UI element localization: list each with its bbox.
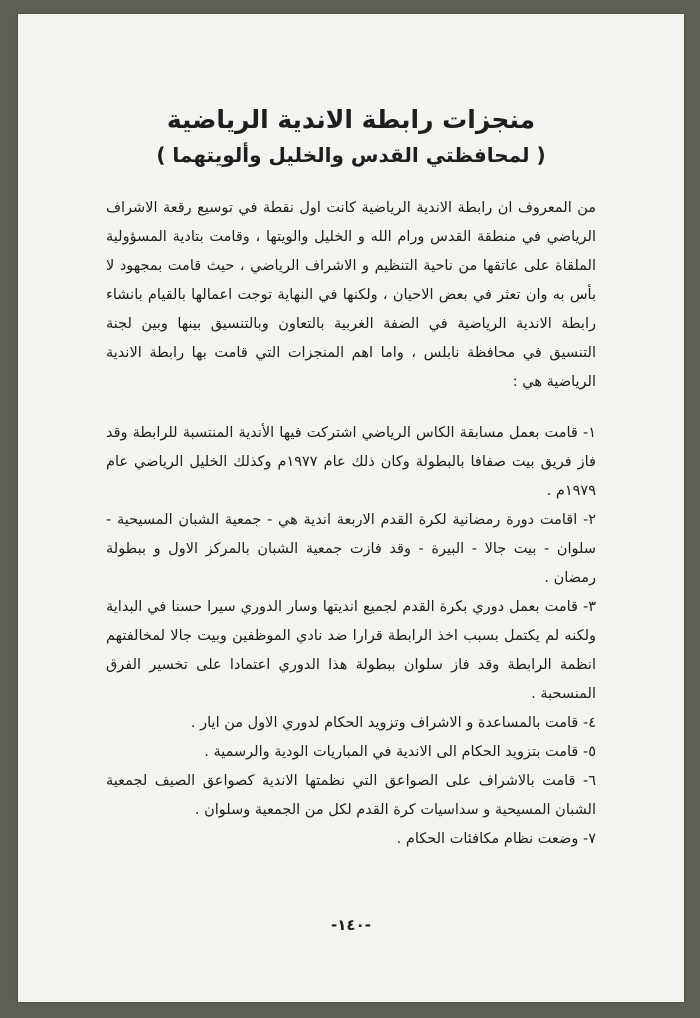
list-item-1: ١- قامت بعمل مسابقة الكاس الرياضي اشتركت فيها الأندية المنتسبة للرابطة وقد فاز فريق بيت صفافا بالبطولة وكان ذلك عام ١٩٧٧م وكذلك الخليل الرياضي عام ١٩٧٩م . bbox=[106, 425, 596, 499]
list-item-5: ٥- قامت بتزويد الحكام الى الاندية في المباريات الودية والرسمية . bbox=[204, 744, 596, 760]
document-page bbox=[18, 14, 684, 1002]
list-item-7: ٧- وضعت نظام مكافئات الحكام . bbox=[396, 831, 596, 847]
list-item-6: ٦- قامت بالاشراف على الصواعق التي نظمتها الاندية كصواعق الصيف لجمعية الشبان المسيحية و سداسيات كرة القدم لكل من الجمعية وسلوان . bbox=[106, 773, 596, 818]
intro-paragraph: من المعروف ان رابطة الاندية الرياضية كانت اول نقطة في توسيع رقعة الاشراف الرياضي في منطقة القدس ورام الله و الخليل والويتها ، وقامت بتادية المسؤولية الملقاة على عاتقها من ناحية التنظيم و الاشراف الرياضي ، حيث قامت بمجهود لا بأس به وان تعثر في بعض الاحيان ، ولكنها في النهاية توجت اعمالها بالقيام بانشاء رابطة الاندية الرياضية في الضفة الغربية بالتعاون وبالتنسيق بينها وبين لجنة التنسيق في محافظة نابلس ، واما اهم المنجزات التي قامت بها رابطة الاندية الرياضية هي : bbox=[106, 200, 596, 390]
list-item-4: ٤- قامت بالمساعدة و الاشراف وتزويد الحكام لدوري الاول من ايار . bbox=[190, 715, 596, 731]
list-item-2: ٢- اقامت دورة رمضانية لكرة القدم الاربعة اندية هي - جمعية الشبان المسيحية - سلوان - بيت جالا - البيرة - وقد فازت جمعية الشبان بالمركز الاول و ببطولة رمضان . bbox=[106, 512, 596, 586]
document-body bbox=[106, 100, 596, 854]
document-subtitle: ( لمحافظتي القدس والخليل وألويتهما ) bbox=[156, 143, 546, 167]
list-item-3: ٣- قامت بعمل دوري بكرة القدم لجميع انديتها وسار الدوري سيرا حسنا في البداية ولكنه لم يكتمل بسبب اخذ الرابطة قرارا ضد نادي الموظفين وبيت جالا لمخالفتهم انظمة الرابطة وقد فاز سلوان ببطولة هذا الدوري اعتمادا على تخسير الفرق المنسحبة . bbox=[106, 599, 596, 702]
document-title: منجزات رابطة الاندية الرياضية bbox=[166, 105, 536, 134]
page-number: -١٤٠- bbox=[331, 916, 371, 934]
achievements-list bbox=[106, 419, 596, 854]
